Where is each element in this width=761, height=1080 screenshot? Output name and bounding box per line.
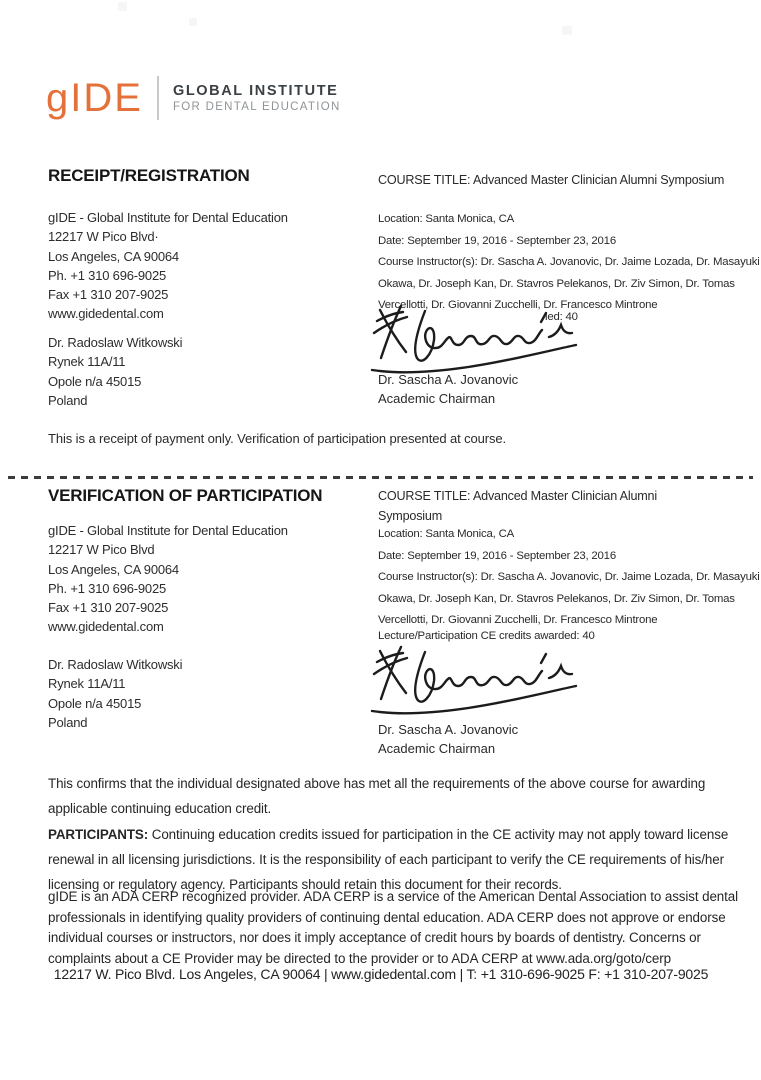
org-address-line: Los Angeles, CA 90064 [48,561,179,577]
org-phone: Ph. +1 310 696-9025 [48,267,166,283]
confirmation-paragraph: This confirms that the individual designated above has met all the requirements of the above course for awarding applicable continuing education credit. [48,776,706,816]
receipt-signer [378,370,518,408]
org-phone: Ph. +1 310 696-9025 [48,580,166,596]
dashed-divider [8,476,753,479]
course-date: Date: September 19, 2016 - September 23, 2016 [378,234,616,247]
verification-recipient [48,655,182,732]
verification-course-title [378,486,657,526]
course-instructors-line: Course Instructor(s): Dr. Sascha A. Jovanovic, Dr. Jaime Lozada, Dr. Masayuki [378,571,760,583]
org-website: www.gidedental.com [48,306,164,322]
org-fax: Fax +1 310 207-9025 [48,287,169,303]
recipient-street: Rynek 11A/11 [48,676,126,692]
course-date: Date: September 19, 2016 - September 23, 2016 [378,549,616,562]
org-address-line: 12217 W Pico Blvd [48,542,155,558]
course-location: Location: Santa Monica, CA [378,213,514,225]
logo-wordmark-line2: FOR DENTAL EDUCATION [172,101,341,113]
ada-cerp-paragraph: gIDE is an ADA CERP recognized provider. ADA CERP is a service of the American Dental Association to assist dental professionals in identifying quality providers of continuing dental education. ADA CERP does not approve or endorse individual courses or instructors, nor does it imply acceptance of credit hours by boards of dentistry. Concerns or complaints about a CE Provider may be directed to the provider or to ADA CERP at www.ada.org/goto/cerp [48,889,738,966]
recipient-city: Opole n/a 45015 [48,373,142,389]
receipt-course-title: COURSE TITLE: Advanced Master Clinician Alumni Symposium [378,173,725,187]
signature-jovanovic [368,644,583,718]
recipient-country: Poland [48,714,88,730]
participants-paragraph [48,822,746,897]
course-instructors-line: Course Instructor(s): Dr. Sascha A. Jovanovic, Dr. Jaime Lozada, Dr. Masayuki [378,256,760,268]
signer-title: Academic Chairman [378,391,496,406]
verification-signer [378,720,518,758]
scan-artifact [189,18,197,26]
footer-contact-line: 12217 W. Pico Blvd. Los Angeles, CA 90064 | www.gidedental.com | T: +1 310-696-9025 F: +1 310-207-9025 [53,966,709,982]
verification-heading: VERIFICATION OF PARTICIPATION [48,486,323,505]
scan-artifact [118,2,127,11]
receipt-heading: RECEIPT/REGISTRATION [48,166,250,185]
course-title-line: COURSE TITLE: Advanced Master Clinician Alumni [378,489,657,503]
course-location: Location: Santa Monica, CA [378,528,514,540]
verification-org-address [48,521,288,637]
gide-logo [46,76,341,120]
logo-wordmark [159,83,341,113]
gide-logo-mark: gIDE [46,76,143,120]
recipient-city: Opole n/a 45015 [48,695,142,711]
signature-jovanovic [368,303,583,377]
org-address-line: gIDE - Global Institute for Dental Education [48,210,288,225]
recipient-name: Dr. Radoslaw Witkowski [48,657,183,672]
signer-name: Dr. Sascha A. Jovanovic [378,372,519,387]
course-instructors-line: Okawa, Dr. Joseph Kan, Dr. Stavros Pelekanos, Dr. Ziv Simon, Dr. Tomas [378,592,735,605]
signer-title: Academic Chairman [378,741,496,756]
logo-wordmark-line1: GLOBAL INSTITUTE [172,83,339,99]
scan-artifact [562,26,572,35]
org-website: www.gidedental.com [48,619,164,635]
recipient-name: Dr. Radoslaw Witkowski [48,335,183,350]
recipient-street: Rynek 11A/11 [48,354,126,370]
participants-label: PARTICIPANTS: [48,827,149,842]
receipt-recipient [48,333,182,410]
course-title-line: Symposium [378,509,442,523]
org-address-line: 12217 W Pico Blvd· [48,229,159,245]
org-address-line: gIDE - Global Institute for Dental Education [48,523,288,538]
course-instructors-line: Okawa, Dr. Joseph Kan, Dr. Stavros Pelekanos, Dr. Ziv Simon, Dr. Tomas [378,277,735,290]
org-fax: Fax +1 310 207-9025 [48,600,169,616]
org-address-line: Los Angeles, CA 90064 [48,248,179,264]
verification-credits: Lecture/Participation CE credits awarded: 40 [378,630,595,642]
verification-course-details [378,524,760,632]
course-instructors-line: Vercellotti, Dr. Giovanni Zucchelli, Dr. Francesco Mintrone [378,614,658,626]
receipt-credits-partial: led: 40 [545,311,578,323]
recipient-country: Poland [48,392,88,408]
receipt-note: This is a receipt of payment only. Verification of participation presented at course. [48,431,507,446]
receipt-org-address [48,208,288,324]
participants-text: Continuing education credits issued for participation in the CE activity may not apply toward license renewal in all licensing jurisdictions. It is the responsibility of each participant to verify the CE requirements of his/her licensing or regulatory agency. Participants should retain this document for their records. [48,827,729,892]
receipt-course-details [378,209,760,317]
signer-name: Dr. Sascha A. Jovanovic [378,722,519,737]
course-instructors-line: Vercellotti, Dr. Giovanni Zucchelli, Dr. Francesco Mintrone [378,299,658,311]
